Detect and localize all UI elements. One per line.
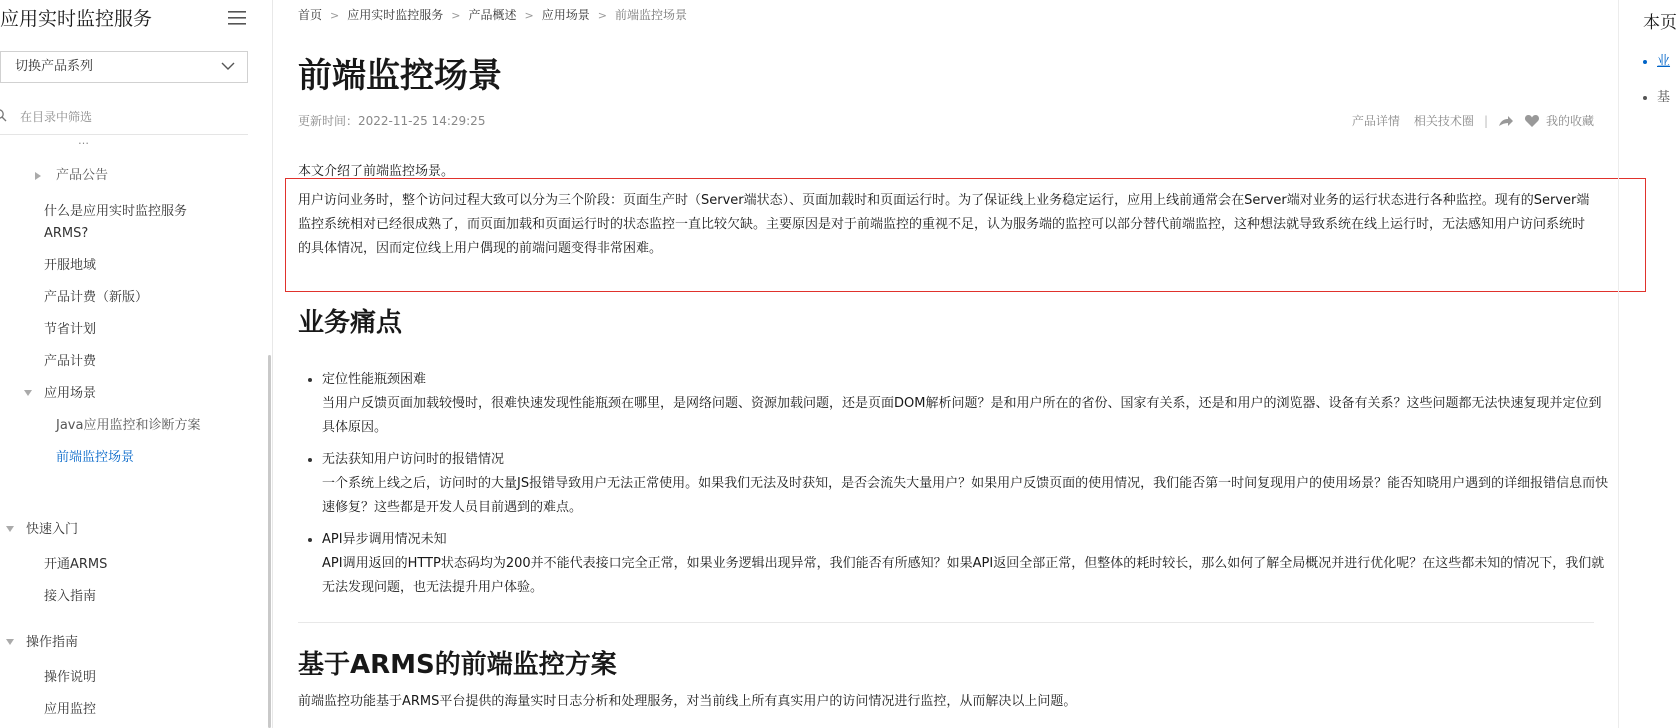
breadcrumb <box>298 6 687 23</box>
toc-bullet <box>1643 60 1647 64</box>
sidebar-scrollbar[interactable] <box>268 355 271 728</box>
sidebar-item-partial: … <box>78 134 89 147</box>
pain-point-body: API调用返回的HTTP状态码均为200并不能代表接口完全正常，如果业务逻辑出现异常，我们能否有所感知？如果API返回全部正常，但整体的耗时较长，那么如何了解全局概况并进行优化呢？在这些都未知的情况下，我们就无法发现问题，也无法提升用户体验。 <box>322 556 1605 595</box>
section-heading-pain-points: 业务痛点 <box>298 308 403 338</box>
section-heading-arms-solution: 基于ARMS的前端监控方案 <box>298 650 617 680</box>
page-title: 前端监控场景 <box>298 56 502 96</box>
chevron-down-icon <box>221 61 235 71</box>
pain-point-body: 一个系统上线之后，访问时的大量JS报错导致用户无法正常使用。如果我们无法及时获知，是否会流失大量用户？如果用户反馈页面的使用情况，我们能否第一时间复现用户的使用场景？能否知晓用户遇到的详细报错信息而快速修复？这些都是开发人员目前遇到的难点。 <box>322 476 1609 515</box>
toc-item-arms-solution[interactable] <box>1643 86 1670 105</box>
sidebar-item-use-cases[interactable]: 应用场景 <box>44 386 97 401</box>
pain-points-list <box>322 368 1612 608</box>
pain-point-title: API异步调用情况未知 <box>322 532 447 547</box>
breadcrumb-separator: > <box>524 9 534 22</box>
breadcrumb-arms[interactable]: 应用实时监控服务 <box>347 8 444 22</box>
sidebar-item-announcements[interactable]: 产品公告 <box>56 168 109 183</box>
breadcrumb-current: 前端监控场景 <box>614 8 687 22</box>
product-detail-link[interactable]: 产品详情 <box>1351 114 1400 128</box>
highlighted-paragraph: 用户访问业务时，整个访问过程大致可以分为三个阶段：页面生产时（Server端状态）、页面加载时和页面运行时。为了保证线上业务稳定运行，应用上线前通常会在Server端对业务的运行状态进行各种监控。现有的Server端监控系统相对已经很成熟了，而页面加载和页面运行时的状态监控一直比较欠缺。主要原因是对于前端监控的重视不足，认为服务端的监控可以部分替代前端监控，这种想法就导致系统在线上运行时，无法感知用户访问系统时的具体情况，因而定位线上用户偶现的前端问题变得非常困难。 <box>298 193 1590 256</box>
sidebar-title: 应用实时监控服务 <box>0 8 153 30</box>
breadcrumb-separator: > <box>330 9 340 22</box>
solution-paragraph: 前端监控功能基于ARMS平台提供的海量实时日志分析和处理服务，对当前线上所有真实用户的访问情况进行监控，从而解决以上问题。 <box>298 694 1077 709</box>
breadcrumb-home[interactable]: 首页 <box>298 8 323 22</box>
my-favorites-link[interactable]: 我的收藏 <box>1545 114 1594 128</box>
toc-bullet <box>1643 96 1647 100</box>
update-time: 更新时间：2022-11-25 14:29:25 <box>298 114 486 128</box>
sidebar-item-java-monitoring[interactable]: Java应用监控和诊断方案 <box>56 418 201 433</box>
sidebar-item-what-is-arms[interactable]: 什么是应用实时监控服务ARMS? <box>44 204 188 241</box>
list-item <box>322 368 1612 440</box>
toc-title: 本页 <box>1643 13 1677 33</box>
sidebar <box>0 0 273 728</box>
meta-actions <box>1352 112 1594 129</box>
menu-icon[interactable] <box>228 11 246 25</box>
tech-circle-link[interactable]: 相关技术圈 <box>1413 114 1474 128</box>
pain-point-body: 当用户反馈页面加载较慢时，很难快速发现性能瓶颈在哪里，是网络问题、资源加载问题，还是页面DOM解析问题？是和用户所在的省份、国家有关系，还是和用户的浏览器、设备有关系？这些问题都无法快速复现并定位到具体原因。 <box>322 396 1602 435</box>
heart-icon[interactable] <box>1524 114 1540 128</box>
sidebar-item-savings-plan[interactable]: 节省计划 <box>44 322 97 337</box>
breadcrumb-separator: > <box>597 9 607 22</box>
sidebar-item-billing-new[interactable]: 产品计费（新版） <box>44 290 149 305</box>
sidebar-filter <box>0 106 248 135</box>
caret-down-icon[interactable] <box>24 389 32 397</box>
share-icon[interactable] <box>1498 114 1514 128</box>
sidebar-filter-input[interactable] <box>18 106 242 128</box>
caret-right-icon[interactable] <box>34 172 42 180</box>
toc-item-label: 业 <box>1657 54 1671 69</box>
sidebar-item-frontend-monitoring[interactable]: 前端监控场景 <box>56 450 135 465</box>
sidebar-item-access-guide[interactable]: 接入指南 <box>44 589 97 604</box>
sidebar-item-activate-arms[interactable]: 开通ARMS <box>44 557 108 572</box>
pain-point-title: 无法获知用户访问时的报错情况 <box>322 452 505 467</box>
sidebar-item-app-monitoring[interactable]: 应用监控 <box>44 702 97 717</box>
breadcrumb-use-cases[interactable]: 应用场景 <box>541 8 590 22</box>
toc-item-pain-points[interactable] <box>1643 50 1670 69</box>
product-series-label: 切换产品系列 <box>15 59 94 74</box>
sidebar-item-regions[interactable]: 开服地域 <box>44 258 97 273</box>
list-item <box>322 528 1612 600</box>
sidebar-item-operation-guide[interactable]: 操作指南 <box>26 635 79 650</box>
breadcrumb-separator: > <box>451 9 461 22</box>
search-icon <box>0 108 8 122</box>
toc-item-label: 基 <box>1657 90 1671 105</box>
page-toc <box>1618 0 1677 728</box>
caret-down-icon[interactable] <box>6 525 14 533</box>
section-divider <box>298 622 1594 623</box>
product-series-select[interactable] <box>0 51 248 83</box>
meta-row <box>298 112 1594 130</box>
sidebar-item-quick-start[interactable]: 快速入门 <box>26 522 79 537</box>
list-item <box>322 448 1612 520</box>
sidebar-item-billing[interactable]: 产品计费 <box>44 354 97 369</box>
sidebar-item-operation-notes[interactable]: 操作说明 <box>44 670 97 685</box>
main-content <box>298 0 1609 728</box>
article-intro: 本文介绍了前端监控场景。 <box>298 164 455 179</box>
actions-divider: | <box>1483 113 1488 128</box>
pain-point-title: 定位性能瓶颈困难 <box>322 372 427 387</box>
caret-down-icon[interactable] <box>6 638 14 646</box>
breadcrumb-overview[interactable]: 产品概述 <box>468 8 517 22</box>
